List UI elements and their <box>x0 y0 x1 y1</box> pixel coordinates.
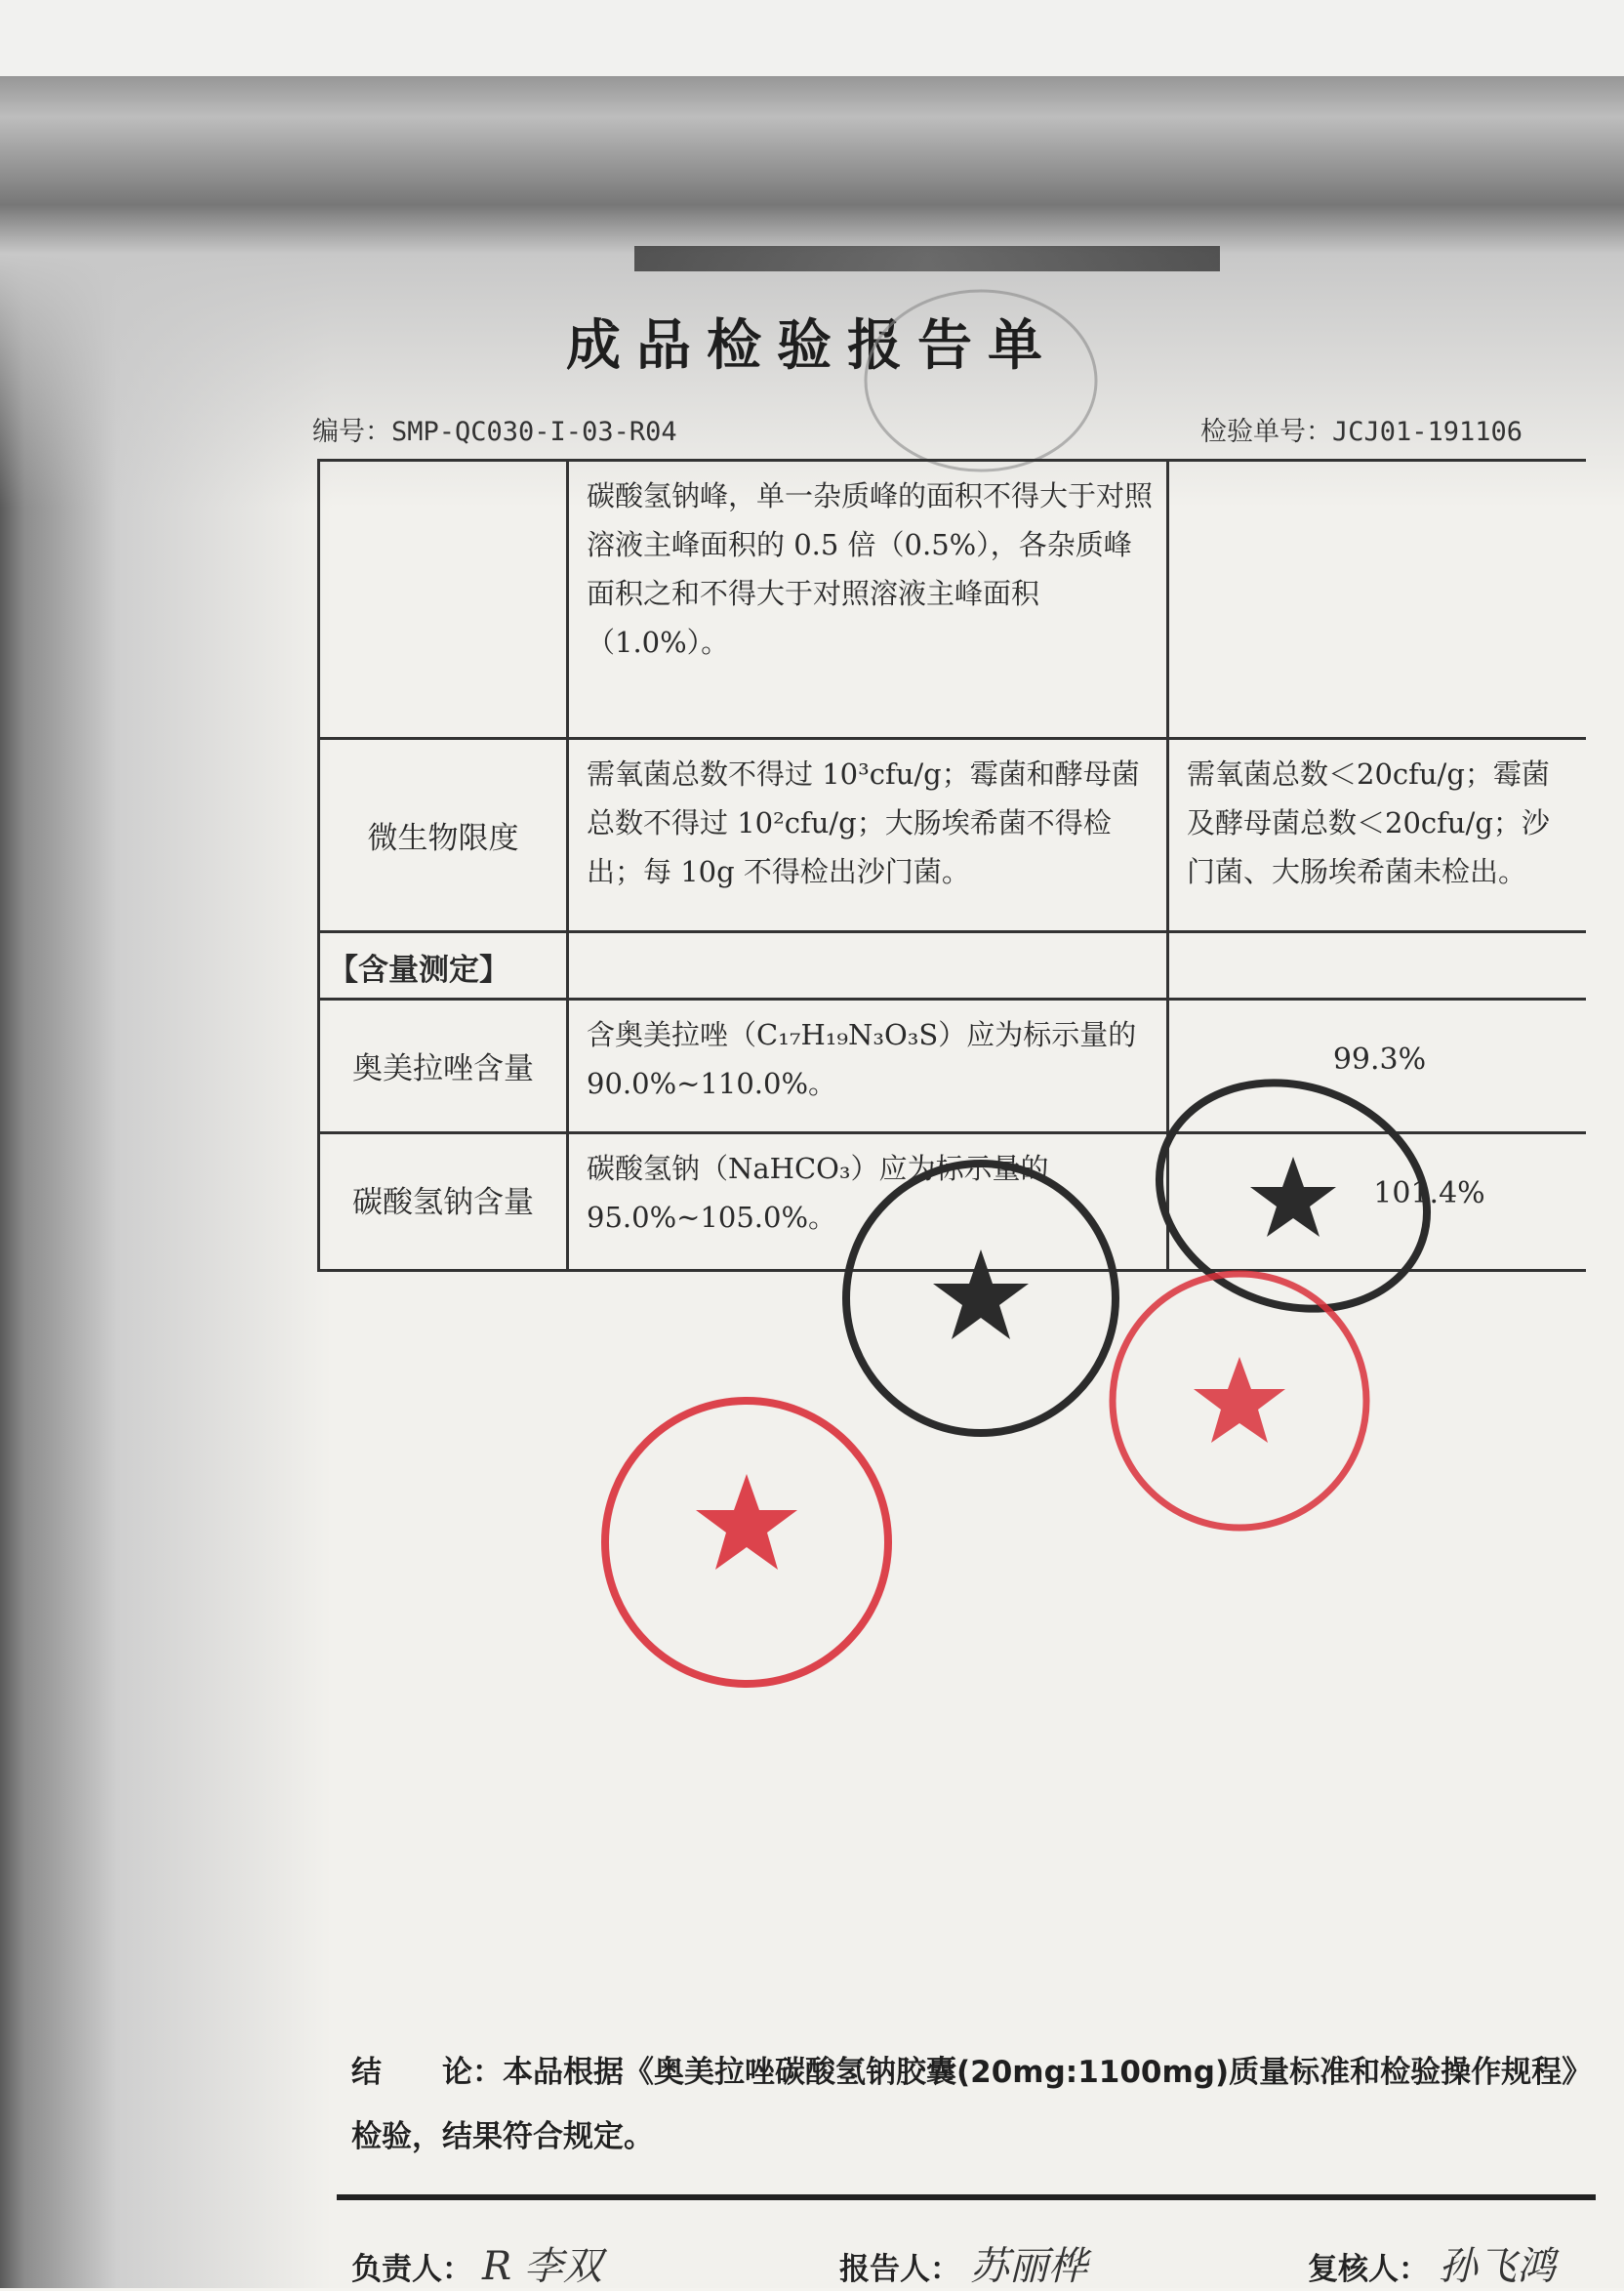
result-cell <box>1166 740 1586 930</box>
drug-inspection-stamp <box>595 1391 898 1694</box>
section-heading: 【含量测定】 <box>328 953 509 988</box>
top-paper-edge <box>0 0 1624 76</box>
table-row <box>317 933 1586 1001</box>
inspection-number-value: JCJ01-191106 <box>1332 417 1523 447</box>
standard-text: 需氧菌总数不得过 10³cfu/g；霉菌和酵母菌总数不得过 10²cfu/g；大肠埃希菌不得检出；每 10g 不得检出沙门菌。 <box>587 757 1140 888</box>
item-cell <box>317 1134 566 1269</box>
result-text: 需氧菌总数＜20cfu/g；霉菌及酵母菌总数＜20cfu/g；沙门菌、大肠埃希菌未检出。 <box>1187 757 1550 888</box>
page-title: 成品检验报告单 <box>566 313 1058 378</box>
standard-cell <box>566 933 1166 998</box>
result-text <box>1169 462 1586 471</box>
standard-cell <box>566 740 1166 930</box>
responsible-label: 负责人： <box>351 2252 472 2287</box>
table-row <box>317 462 1586 740</box>
reviewer-label: 复核人： <box>1308 2252 1429 2287</box>
inspection-number <box>1200 410 1522 448</box>
responsible-signature <box>351 2235 602 2291</box>
company-header-band <box>634 246 1220 271</box>
inspection-number-label: 检验单号： <box>1200 417 1332 447</box>
item-label: 奥美拉唑含量 <box>352 1051 534 1086</box>
document-number-value: SMP-QC030-I-03-R04 <box>391 417 677 447</box>
conclusion-label: 结 论： <box>351 2055 503 2090</box>
standard-cell <box>566 462 1166 737</box>
standard-text: 含奥美拉唑（C₁₇H₁₉N₃O₃S）应为标示量的90.0%~110.0%。 <box>587 1018 1137 1100</box>
result-text: 101.4% <box>1373 1176 1485 1210</box>
result-text: 99.3% <box>1332 1043 1427 1077</box>
reporter-label: 报告人： <box>839 2252 960 2287</box>
result-text <box>1169 933 1586 943</box>
item-cell <box>317 462 566 737</box>
reviewer-signature <box>1308 2235 1556 2291</box>
item-cell <box>317 740 566 930</box>
standard-text: 碳酸氢钠峰，单一杂质峰的面积不得大于对照溶液主峰面积的 0.5 倍（0.5%），各杂质峰面积之和不得大于对照溶液主峰面积（1.0%）。 <box>587 479 1154 659</box>
conclusion <box>351 2040 1591 2169</box>
reporter-sign: 苏丽桦 <box>970 2244 1087 2289</box>
item-label: 微生物限度 <box>367 821 519 856</box>
item-cell <box>317 933 566 998</box>
conclusion-text: 本品根据《奥美拉唑碳酸氢钠胶囊(20mg:1100mg)质量标准和检验操作规程》检验，结果符合规定。 <box>351 2055 1577 2154</box>
standard-cell <box>566 1001 1166 1131</box>
standard-text <box>569 933 1166 943</box>
reviewer-sign: 孙飞鸿 <box>1439 2244 1556 2289</box>
document-number-label: 编号： <box>312 417 391 447</box>
faint-report-stamp <box>859 283 1103 478</box>
standard-text: 碳酸氢钠（NaHCO₃）应为标示量的95.0%~105.0%。 <box>587 1152 1049 1234</box>
responsible-sign: R 李双 <box>482 2244 602 2289</box>
reporter-signature <box>839 2235 1087 2291</box>
signature-divider <box>337 2194 1596 2200</box>
document-number <box>312 410 677 448</box>
result-cell <box>1166 462 1586 737</box>
table-row <box>317 740 1586 933</box>
item-label: 碳酸氢钠含量 <box>352 1185 534 1220</box>
item-cell <box>317 1001 566 1131</box>
qc-seal-stamp <box>1093 1259 1386 1542</box>
result-cell <box>1166 933 1586 998</box>
